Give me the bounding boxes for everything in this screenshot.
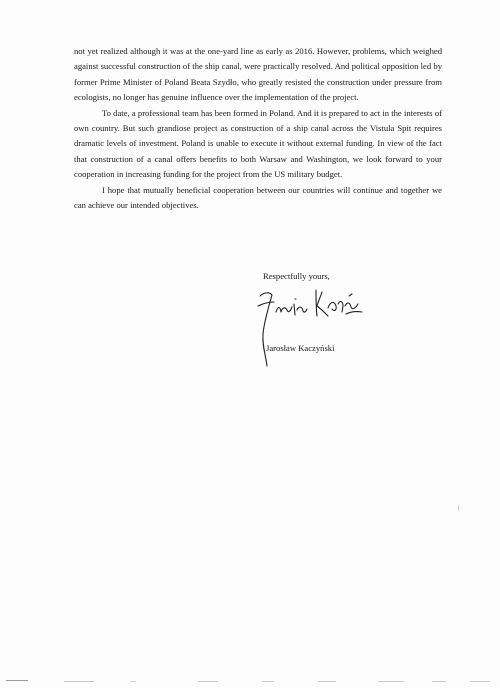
scan-artifact	[198, 681, 218, 682]
paragraph-1: not yet realized although it was at the one-yard line as early as 2016. However, problems, which weighed against successful construction of the ship canal, were practically resolved. And political opposition led by former Prime Minister of Poland Beata Szydło, who greatly resisted the construction under pressure from ecologists, no longer has genuine influence over the implementation of the project.	[74, 46, 442, 103]
scan-artifact	[6, 680, 28, 681]
letter-body	[74, 44, 442, 213]
handwritten-signature	[250, 282, 370, 372]
scan-artifact	[262, 681, 274, 682]
scan-artifact	[378, 681, 404, 682]
paragraph-2: To date, a professional team has been formed in Poland. And it is prepared to act in the interests of own country. But such grandiose project as construction of a ship canal across the Vistula Spit requires dramatic levels of investment. Poland is unable to execute it without external funding. In view of the fact that construction of a canal offers benefits to both Warsaw and Washington, we look forward to your cooperation in increasing funding for the project from the US military budget.	[74, 107, 442, 180]
paragraph-3: I hope that mutually beneficial cooperation between our countries will continue and together we can achieve our intended objectives.	[74, 184, 442, 211]
scan-artifact	[470, 681, 490, 682]
signer-name: Jarosław Kaczyński	[266, 343, 335, 353]
scan-artifact	[458, 505, 459, 511]
signature-drawing	[250, 282, 370, 372]
scan-artifact	[318, 681, 336, 682]
closing-line: Respectfully yours,	[263, 271, 330, 281]
scan-artifact	[432, 681, 446, 682]
scan-artifact	[130, 681, 136, 682]
scan-artifact	[64, 681, 94, 682]
